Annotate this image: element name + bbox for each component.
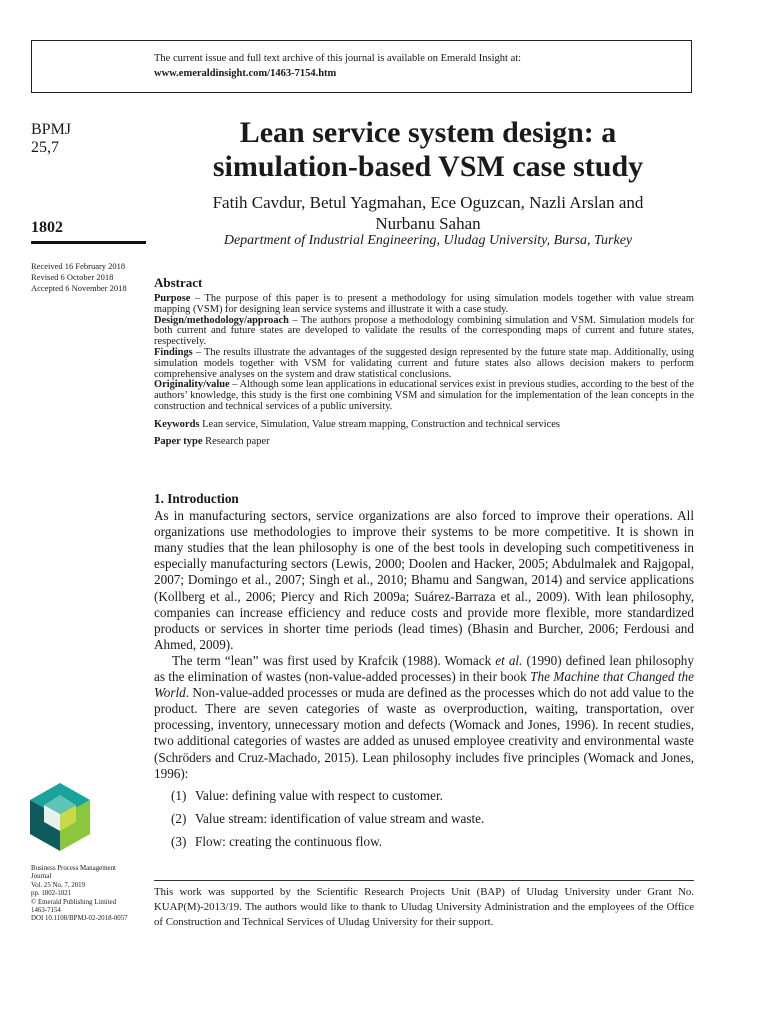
- list-text: Value: defining value with respect to customer.: [195, 787, 443, 803]
- volume-issue: 25,7: [31, 139, 59, 156]
- journal-citation: [31, 865, 146, 924]
- introduction-heading: 1. Introduction: [154, 491, 239, 506]
- citation-line: Business Process Management: [31, 865, 116, 872]
- emerald-logo-icon: [28, 781, 92, 853]
- journal-abbr-text: BPMJ: [31, 121, 72, 138]
- keywords: [154, 419, 694, 430]
- intro-paragraph-1: As in manufacturing sectors, service organizations are also forced to improve their operations. All organizations use methodologies to improve their systems to be more competitive. It is shown in many studies that the lean philosophy is one of the best tools in developing such competitiveness in especially manufacturing sectors (Lewis, 2000; Doolen and Hacker, 2005; Abdulmalek and Rajgopal, 2007; Domingo et al., 2007; Singh et al., 2010; Bhamu and Sangwan, 2014) and service applications (Kollberg et al., 2006; Piercy and Rich 2009a; Suárez-Barraza et al., 2009). With lean philosophy, companies can increase efficiency and reduce costs and provide more flexible, more standardized products or services in shorter time periods (lead times) (Bhasin and Burcher, 2006; Ferdousi and Ahmed, 2009).: [154, 508, 694, 652]
- journal-url-link[interactable]: www.emeraldinsight.com/1463-7154.htm: [154, 68, 337, 79]
- findings-text: – The results illustrate the advantages of the suggested design represented by the future state map. Additionally, using simulation models together with VSM for validating current and future states also allows decision makers to perform comprehensive analyses on the system and draw statistical conclusions.: [154, 346, 694, 380]
- doi-link[interactable]: DOI 10.1108/BPMJ-02-2018-0057: [31, 915, 128, 923]
- abstract-originality: [154, 380, 694, 412]
- originality-text: – Although some lean applications in educational services exist in previous studies, according to the best of the authors’ knowledge, this study is the first one combining VSM and simulation for the implementation of the lean concepts in the construction and technical services of a public university.: [154, 379, 694, 412]
- title-line-1: Lean service system design: a: [239, 116, 617, 149]
- article-title: [154, 116, 702, 184]
- authors-line-1: Fatih Cavdur, Betul Yagmahan, Ece Oguzcan, Nazli Arslan and: [212, 193, 644, 212]
- list-number: (2): [171, 810, 187, 826]
- list-number: (3): [171, 833, 187, 849]
- para2-part-a: The term “lean” was first used by Krafcik (1988). Womack: [172, 652, 496, 668]
- paper-type-label: Paper type: [154, 435, 203, 447]
- purpose-label: Purpose: [154, 293, 191, 304]
- paper-type: [154, 436, 694, 447]
- abstract-section: [154, 275, 694, 447]
- principles-list: [154, 788, 694, 850]
- journal-abbreviation: [31, 121, 71, 157]
- title-line-2: simulation-based VSM case study: [212, 150, 644, 183]
- authors-line-2: Nurbanu Sahan: [375, 214, 481, 233]
- paper-type-text: Research paper: [202, 435, 270, 447]
- article-dates: [31, 261, 127, 294]
- design-label: Design/methodology/approach: [154, 314, 289, 326]
- citation-line: pp. 1802-1821: [31, 890, 72, 898]
- para2-part-c: . Non-value-added processes or muda are defined as the processes which do not add value to the product. There are seven categories of waste as overproduction, waiting, transportation, over processing, inventory, unnecessary motion and defects (Womack and Jones, 1996). In recent studies, two additional categories of wastes are added as unused employee creativity and environmental waste (Schröders and Cruz-Machado, 2015). Lean philosophy includes five principles (Womack and Jones, 1996):: [154, 685, 694, 781]
- list-number: (1): [171, 787, 187, 803]
- page-number: 1802: [31, 219, 63, 236]
- list-item: [154, 788, 694, 804]
- affiliation: Department of Industrial Engineering, Uludag University, Bursa, Turkey: [223, 233, 633, 248]
- book-title: The Machine that Changed the World: [154, 669, 694, 701]
- originality-label: Originality/value: [154, 379, 230, 391]
- keywords-label: Keywords: [154, 418, 200, 430]
- emerald-logo-svg: [28, 781, 92, 853]
- findings-label: Findings: [154, 346, 193, 358]
- notice-text: The current issue and full text archive of this journal is available on Emerald Insight at:: [154, 53, 522, 64]
- abstract-purpose: [154, 294, 694, 316]
- para2-part-b: (1990) defined lean philosophy as the elimination of wastes (non-value-added processes) in their book: [154, 652, 694, 685]
- funding-footnote: This work was supported by the Scientific Research Projects Unit (BAP) of Uludag University under Grant No. KUAP(M)-2013/19. The authors would like to thank to Uludag University Administration and the employees of the Office of Construction and Technical Services of Uludag University for their support.: [154, 886, 694, 928]
- abstract-design: [154, 316, 694, 348]
- list-item: [154, 834, 694, 850]
- revised-date: Revised 6 October 2018: [31, 272, 114, 282]
- list-text: Value stream: identification of value stream and waste.: [195, 810, 485, 826]
- list-text: Flow: creating the continuous flow.: [195, 833, 383, 849]
- intro-paragraph-2: [154, 653, 694, 782]
- margin-divider: [31, 241, 146, 244]
- citation-line: Vol. 25 No. 7, 2019: [31, 881, 86, 889]
- keywords-text: Lean service, Simulation, Value stream mapping, Construction and technical services: [199, 418, 560, 430]
- received-date: Received 16 February 2018: [31, 261, 126, 271]
- citation-line: Journal: [31, 873, 52, 881]
- introduction-section: [154, 491, 694, 857]
- citation-line: © Emerald Publishing Limited: [31, 898, 117, 906]
- design-text: – The authors propose a methodology combining simulation and VSM. Simulation models for both current and future states are developed to validate the results of the corresponding maps of current and future states, respectively.: [154, 314, 694, 348]
- citation-line: 1463-7154: [31, 907, 61, 915]
- accepted-date: Accepted 6 November 2018: [31, 283, 127, 293]
- abstract-heading: Abstract: [154, 275, 203, 290]
- footnote-divider: [154, 880, 694, 881]
- list-item: [154, 811, 694, 827]
- author-list: [154, 192, 702, 234]
- purpose-text: – The purpose of this paper is to present a methodology for using simulation models together with value stream mapping (VSM) for designing lean service systems and illustrate it with a case study.: [154, 293, 694, 315]
- abstract-findings: [154, 348, 694, 380]
- para2-etal: et al.: [495, 652, 523, 668]
- journal-notice-box: [31, 40, 692, 93]
